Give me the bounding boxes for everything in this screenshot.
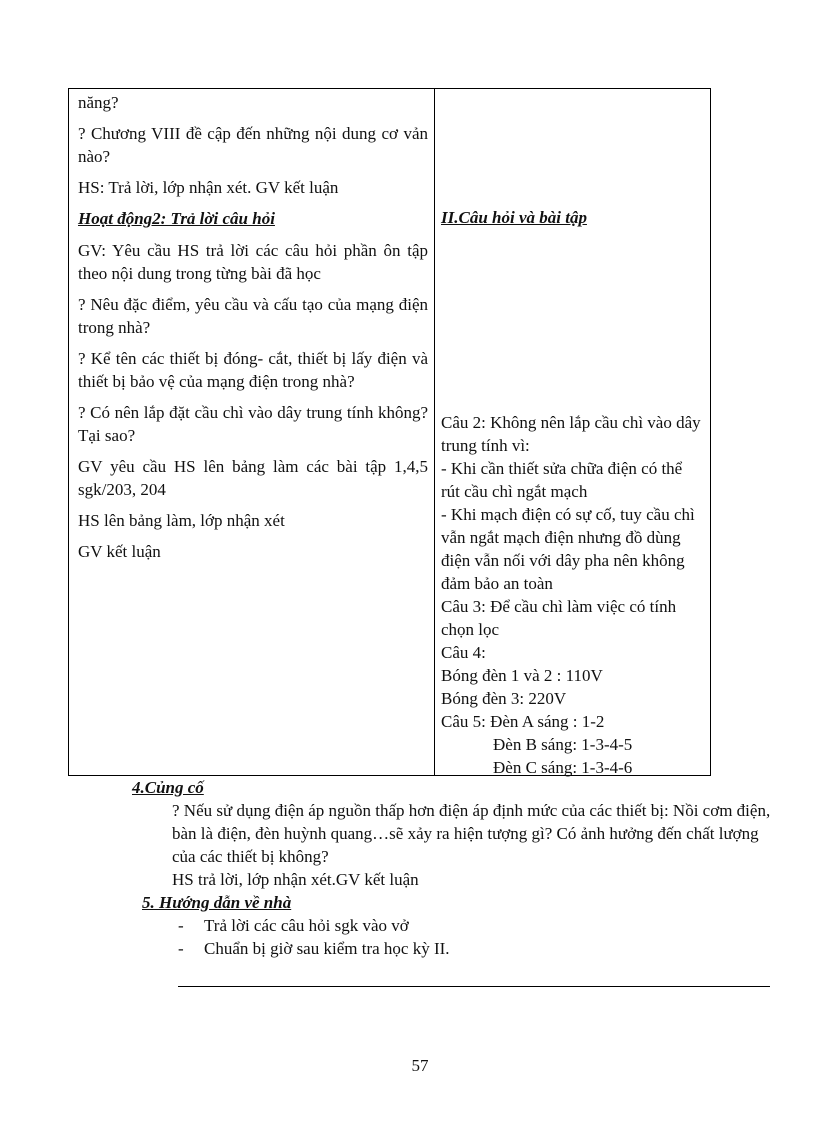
section4-answer: HS trả lời, lớp nhận xét.GV kết luận [172, 870, 419, 889]
questions-heading: II.Câu hỏi và bài tập [441, 208, 587, 227]
list-item-text: Trả lời các câu hỏi sgk vào vở [204, 916, 409, 935]
answer-line: Bóng đèn 3: 220V [441, 689, 567, 708]
answer-line: - Khi cần thiết sửa chữa điện có thể rút cầu chì ngắt mạch [441, 459, 683, 501]
list-item [178, 937, 738, 960]
lesson-table [68, 88, 711, 776]
bullet-mark: - [178, 939, 184, 958]
section4-body [172, 799, 784, 891]
answers-column [441, 411, 705, 779]
section5-title: 5. Hướng dẫn về nhà [142, 893, 292, 912]
list-item-text: Chuẩn bị giờ sau kiểm tra học kỳ II. [204, 939, 450, 958]
answer-line: Đèn B sáng: 1-3-4-5 [493, 735, 633, 754]
section4-title: 4.Củng cố [132, 778, 204, 797]
answer-line: Câu 3: Để cầu chì làm việc có tính chọn lọc [441, 597, 677, 639]
section4-question: ? Nếu sử dụng điện áp nguồn thấp hơn điện áp định mức của các thiết bị: Nồi cơm điện, bàn là điện, đèn huỳnh quang…sẽ xảy ra hiện tượng gì? Có ảnh hưởng đến chất lượng của các thiết bị không? [172, 801, 771, 866]
left-line: ? Kể tên các thiết bị đóng- cắt, thiết bị lấy điện và thiết bị bảo vệ của mạng điện trong nhà? [78, 349, 428, 391]
answer-line: Đèn C sáng: 1-3-4-6 [493, 758, 633, 777]
left-line: GV kết luận [78, 542, 161, 561]
left-line: GV: Yêu cầu HS trả lời các câu hỏi phần ôn tập theo nội dung trong từng bài đã học [78, 241, 428, 283]
section5-list [178, 914, 738, 960]
activity-heading: Hoạt động2: Trả lời câu hỏi [78, 209, 275, 228]
left-line: HS: Trả lời, lớp nhận xét. GV kết luận [78, 178, 339, 197]
answer-line: Câu 2: Không nên lắp cầu chì vào dây trung tính vì: [441, 413, 701, 455]
answer-line: Bóng đèn 1 và 2 : 110V [441, 666, 603, 685]
left-line: ? Có nên lắp đặt cầu chì vào dây trung tính không? Tại sao? [78, 403, 428, 445]
left-line: HS lên bảng làm, lớp nhận xét [78, 511, 285, 530]
horizontal-rule [178, 986, 770, 987]
teacher-activity-column [78, 91, 428, 563]
left-line: GV yêu cầu HS lên bảng làm các bài tập 1,4,5 sgk/203, 204 [78, 457, 428, 499]
left-line: năng? [78, 93, 119, 112]
answer-line: Câu 4: [441, 643, 486, 662]
right-heading-block [441, 206, 705, 229]
left-line: ? Nêu đặc điểm, yêu cầu và cấu tạo của mạng điện trong nhà? [78, 295, 428, 337]
bullet-mark: - [178, 916, 184, 935]
left-line: ? Chương VIII đề cập đến những nội dung cơ vản nào? [78, 124, 428, 166]
answer-line: Câu 5: Đèn A sáng : 1-2 [441, 712, 605, 731]
list-item [178, 914, 738, 937]
column-divider [434, 89, 435, 775]
answer-line: - Khi mạch điện có sự cố, tuy cầu chì vẫn ngắt mạch điện nhưng đồ dùng điện vẫn nối với dây pha nên không đảm bảo an toàn [441, 505, 695, 593]
page-number: 57 [411, 1056, 429, 1075]
